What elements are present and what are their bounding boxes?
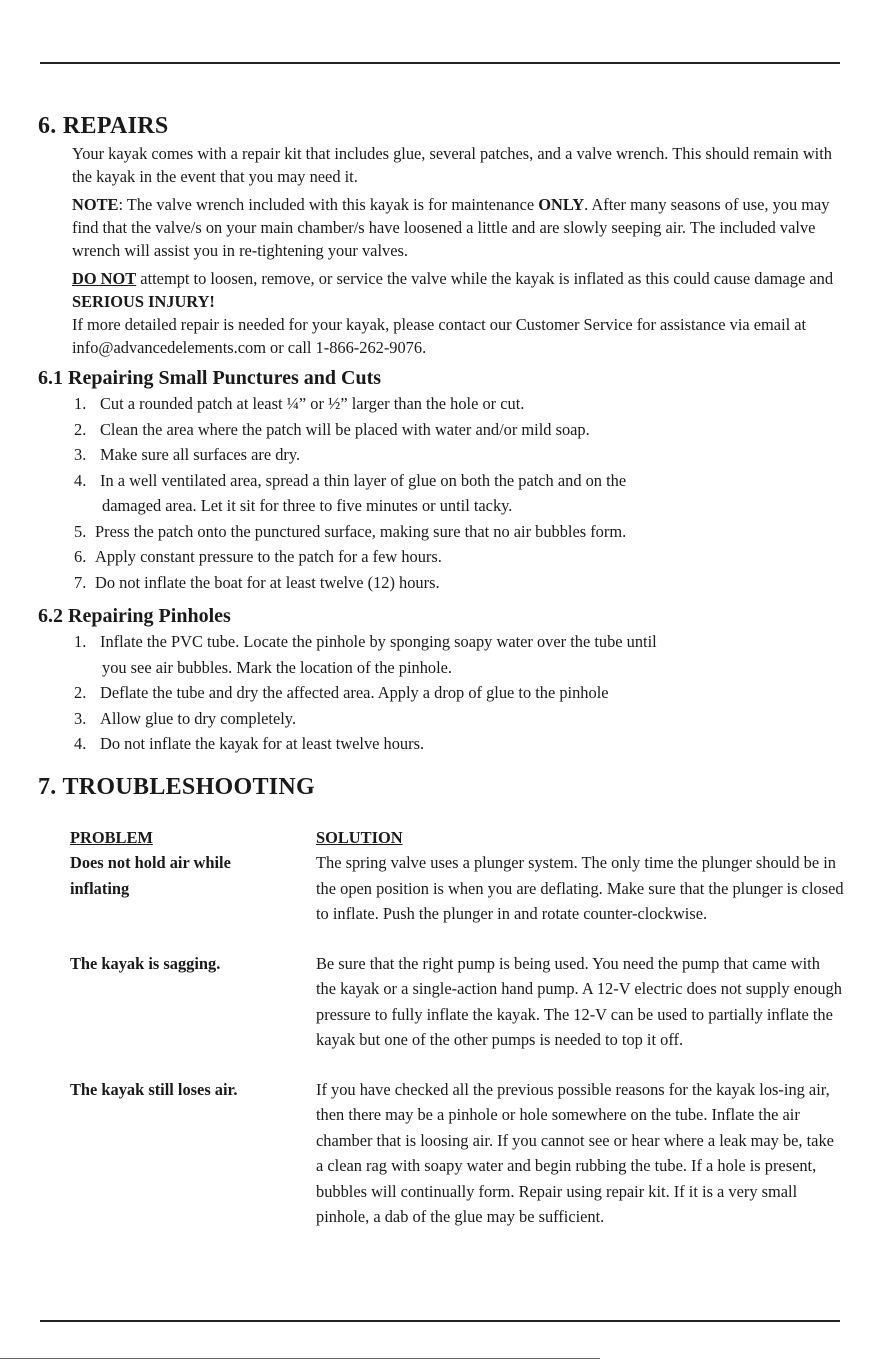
warning-emph: SERIOUS INJURY! <box>72 292 215 311</box>
list-item <box>38 731 844 757</box>
troubleshooting-table <box>38 825 844 1230</box>
repairs-heading: 6. REPAIRS <box>38 113 169 139</box>
list-item <box>38 680 844 706</box>
step-number: 4. <box>74 734 87 753</box>
step-text: In a well ventilated area, spread a thin layer of glue on both the patch and on the <box>100 470 627 490</box>
repairs-body <box>38 142 844 359</box>
list-item <box>38 706 844 732</box>
footer-rule <box>40 1320 840 1322</box>
warning-text-1: attempt to loosen, remove, or service the valve while the kayak is inflated as this could cause damage and <box>136 269 834 288</box>
troubleshooting-heading: 7. TROUBLESHOOTING <box>38 773 316 800</box>
pinholes-heading: 6.2 Repairing Pinholes <box>38 605 231 627</box>
step-continuation: you see air bubbles. Mark the location of the pinhole. <box>102 657 453 677</box>
list-item <box>38 570 844 596</box>
punctures-heading: 6.1 Repairing Small Punctures and Cuts <box>38 367 382 389</box>
list-item <box>38 468 844 494</box>
pinholes-steps <box>38 629 844 757</box>
list-item <box>38 519 844 545</box>
problem-cell: The kayak is sagging. <box>70 953 221 973</box>
list-item <box>38 442 844 468</box>
step-text: Allow glue to dry completely. <box>100 708 297 728</box>
footer-edge-line <box>0 1358 600 1359</box>
step-number: 3. <box>74 445 87 464</box>
step-number: 6. <box>74 547 87 566</box>
punctures-steps <box>38 391 844 595</box>
step-text: Clean the area where the patch will be placed with water and/or mild soap. <box>100 419 590 439</box>
note-label: NOTE <box>72 195 119 214</box>
list-item <box>38 544 844 570</box>
table-row <box>38 1077 844 1230</box>
solution-cell: Be sure that the right pump is being used. You need the pump that came with the kayak or a single-action hand pump. A 12-V electric does not supply enough pressure to fully inflate the kayak. The 12-V can be used to partially inflate the kayak but one of the other pumps is needed to top it off. <box>316 953 842 1049</box>
step-text: Do not inflate the kayak for at least twelve hours. <box>100 734 425 753</box>
solution-cell: The spring valve uses a plunger system. The only time the plunger should be in the open position is when you are deflating. Make sure that the plunger is closed to inflate. Push the plunger in and rotate counter-clockwise. <box>316 853 844 923</box>
repairs-warning <box>72 267 844 313</box>
step-text: Do not inflate the boat for at least twelve (12) hours. <box>95 572 440 592</box>
step-text: Make sure all surfaces are dry. <box>100 445 301 464</box>
problem-cell: Does not hold air while inflating <box>70 853 231 898</box>
step-text: Apply constant pressure to the patch for a few hours. <box>95 547 442 566</box>
solution-column-header: SOLUTION <box>316 827 403 847</box>
step-text: Inflate the PVC tube. Locate the pinhole by sponging soapy water over the tube until <box>100 632 657 651</box>
step-number: 3. <box>74 708 87 728</box>
step-number: 4. <box>74 470 87 490</box>
problem-column-header: PROBLEM <box>70 827 153 847</box>
step-text: Deflate the tube and dry the affected area. Apply a drop of glue to the pinhole <box>100 683 609 702</box>
header-rule <box>40 62 840 64</box>
note-text-1: : The valve wrench included with this kayak is for maintenance <box>118 195 539 214</box>
step-number: 2. <box>74 683 87 702</box>
troubleshooting-rows <box>38 850 844 1230</box>
table-row <box>38 850 844 927</box>
step-number: 1. <box>74 394 87 413</box>
solution-cell: If you have checked all the previous possible reasons for the kayak los-ing air, then there may be a pinhole or hole somewhere on the tube. Inflate the air chamber that is loosing air. If you cannot see or hear where a leak may be, take a clean rag with soapy water and begin rubbing the tube. If a hole is present, bubbles will continually form. Repair using repair kit. If it is a very small pinhole, a dab of the glue may be sufficient. <box>316 1079 834 1226</box>
table-row <box>38 951 844 1053</box>
list-item <box>38 417 844 443</box>
repairs-intro: Your kayak comes with a repair kit that includes glue, several patches, and a valve wrench. This should remain with the kayak in the event that you may need it. <box>72 144 832 186</box>
note-emph: ONLY <box>538 195 585 214</box>
step-number: 1. <box>74 632 87 651</box>
repairs-contact: If more detailed repair is needed for your kayak, please contact our Customer Service for assistance via email at info@advancedelements.com or call 1-866-262-9076. <box>72 315 807 357</box>
problem-cell: The kayak still loses air. <box>70 1079 238 1099</box>
note-text-2: . After many seasons of use, you may find that the valve/s on your main chamber/s have loosened a little and are slowly seeping air. The included valve wrench will assist you in re-tightening your valves. <box>72 195 830 260</box>
page-content <box>38 110 844 1254</box>
step-number: 7. <box>74 572 87 592</box>
list-item <box>38 629 844 655</box>
step-continuation: damaged area. Let it sit for three to five minutes or until tacky. <box>102 496 513 515</box>
step-text: Press the patch onto the punctured surface, making sure that no air bubbles form. <box>95 521 627 541</box>
list-item <box>38 391 844 417</box>
step-text: Cut a rounded patch at least ¼” or ½” larger than the hole or cut. <box>100 394 525 413</box>
troubleshooting-header-row <box>38 825 844 851</box>
step-number: 5. <box>74 521 87 541</box>
repairs-note <box>72 193 844 262</box>
step-number: 2. <box>74 419 87 439</box>
warning-label: DO NOT <box>72 269 137 288</box>
